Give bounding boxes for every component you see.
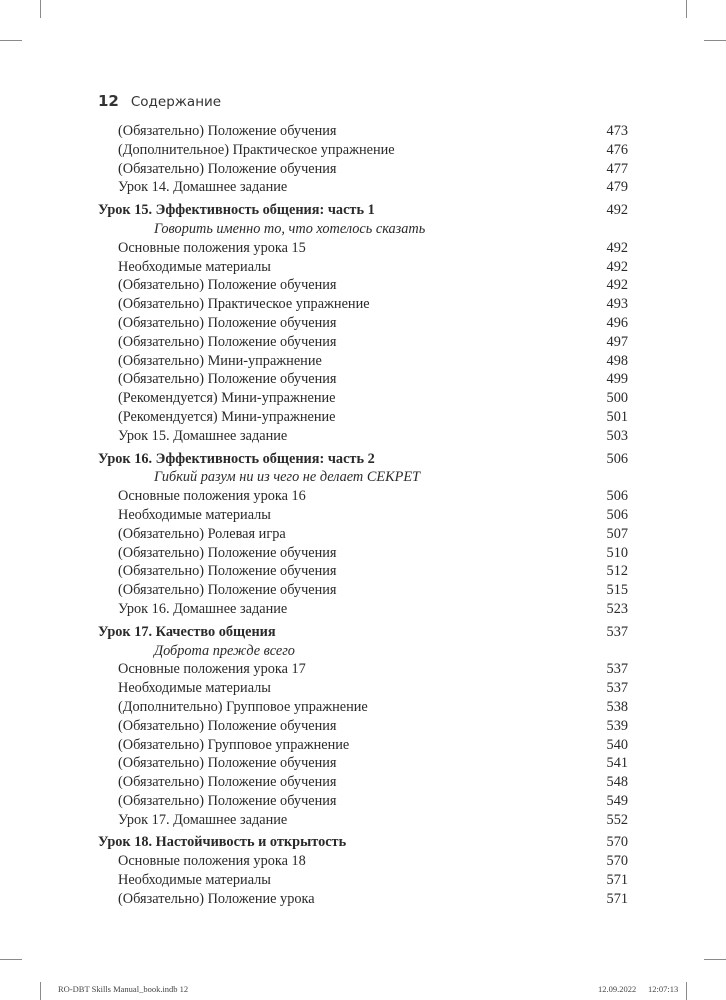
toc-entry-row — [98, 581, 628, 600]
toc-entry-row — [98, 890, 628, 909]
crop-mark — [0, 40, 22, 41]
toc-entry-row — [98, 811, 628, 830]
toc-lesson-subtitle: Гибкий разум ни из чего не делает СЕКРЕТ — [154, 469, 421, 486]
toc-page-number: 552 — [606, 811, 628, 828]
toc-page-number: 570 — [606, 853, 628, 870]
toc-entry-row — [98, 562, 628, 581]
toc-subtitle-row — [98, 642, 628, 661]
toc-entry-title: Урок 17. Домашнее задание — [118, 811, 288, 828]
toc-entry-row — [98, 122, 628, 141]
toc-page-number: 501 — [606, 408, 628, 425]
toc-page-number: 537 — [606, 661, 628, 678]
toc-entry-row — [98, 389, 628, 408]
toc-entry-row — [98, 352, 628, 371]
crop-mark — [704, 40, 726, 41]
crop-mark — [704, 959, 726, 960]
toc-page-number: 477 — [606, 160, 628, 177]
crop-mark — [686, 0, 687, 18]
toc-entry-title: (Обязательно) Положение обучения — [118, 792, 337, 809]
table-of-contents — [98, 122, 628, 909]
toc-entry-title: (Обязательно) Практическое упражнение — [118, 296, 370, 313]
toc-entry-title: (Обязательно) Положение обучения — [118, 123, 337, 139]
toc-entry-title: (Обязательно) Положение обучения — [118, 314, 337, 331]
toc-entry-title: Основные положения урока 18 — [118, 853, 306, 870]
toc-lesson-title: Урок 17. Качество общения — [98, 623, 276, 640]
crop-mark — [0, 959, 22, 960]
toc-entry-title: Основные положения урока 15 — [118, 239, 306, 256]
toc-page-number: 493 — [606, 296, 628, 313]
toc-entry-title: (Обязательно) Положение обучения — [118, 582, 337, 599]
toc-entry-row — [98, 660, 628, 679]
toc-page-number: 492 — [606, 239, 628, 256]
toc-lesson-row — [98, 201, 628, 220]
toc-entry-row — [98, 427, 628, 446]
toc-page-number: 570 — [606, 834, 628, 851]
toc-entry-row — [98, 773, 628, 792]
page-number: 12 — [98, 92, 119, 110]
toc-entry-title: (Обязательно) Положение обучения — [118, 774, 337, 791]
toc-entry-title: (Обязательно) Положение обучения — [118, 544, 337, 561]
toc-entry-title: Урок 16. Домашнее задание — [118, 600, 288, 617]
toc-entry-row — [98, 370, 628, 389]
toc-entry-row — [98, 736, 628, 755]
toc-page-number: 548 — [606, 774, 628, 791]
toc-entry-title: Основные положения урока 16 — [118, 488, 306, 505]
toc-entry-title: (Обязательно) Мини-упражнение — [118, 352, 322, 369]
toc-entry-title: (Обязательно) Положение обучения — [118, 563, 337, 580]
toc-entry-row — [98, 239, 628, 258]
toc-page-number: 473 — [606, 123, 628, 139]
toc-entry-row — [98, 717, 628, 736]
toc-page-number: 499 — [606, 371, 628, 388]
crop-mark — [40, 0, 41, 18]
toc-entry-row — [98, 314, 628, 333]
page-title: Содержание — [130, 94, 222, 110]
toc-entry-row — [98, 600, 628, 619]
toc-entry-row — [98, 160, 628, 179]
toc-entry-row — [98, 487, 628, 506]
toc-entry-row — [98, 295, 628, 314]
toc-entry-row — [98, 525, 628, 544]
toc-entry-title: Урок 15. Домашнее задание — [118, 427, 288, 444]
toc-entry-title: (Рекомендуется) Мини-упражнение — [118, 390, 336, 407]
toc-subtitle-row — [98, 220, 628, 239]
toc-entry-row — [98, 141, 628, 160]
toc-page-number: 492 — [606, 202, 628, 219]
toc-entry-title: Необходимые материалы — [118, 680, 271, 697]
toc-page-number: 503 — [606, 427, 628, 444]
toc-entry-row — [98, 871, 628, 890]
toc-lesson-title: Урок 18. Настойчивость и открытость — [98, 834, 347, 851]
toc-page-number: 492 — [606, 277, 628, 294]
toc-page-number: 537 — [606, 680, 628, 697]
toc-entry-row — [98, 276, 628, 295]
footer-file: RO-DBT Skills Manual_book.indb 12 — [58, 984, 189, 994]
toc-entry-title: (Обязательно) Положение обучения — [118, 277, 337, 294]
toc-entry-row — [98, 408, 628, 427]
toc-page-number: 476 — [606, 141, 628, 158]
toc-page-number: 538 — [606, 698, 628, 715]
toc-page-number: 537 — [606, 623, 628, 640]
toc-page-number: 549 — [606, 792, 628, 809]
toc-page-number: 506 — [606, 488, 628, 505]
toc-entry-title: Необходимые материалы — [118, 506, 271, 523]
toc-lesson-subtitle: Говорить именно то, что хотелось сказать — [154, 220, 426, 237]
toc-page-number: 506 — [606, 506, 628, 523]
toc-page-number: 515 — [606, 582, 628, 599]
toc-entry-title: (Дополнительное) Практическое упражнение — [118, 141, 395, 158]
toc-entry-row — [98, 178, 628, 197]
toc-entry-row — [98, 333, 628, 352]
toc-entry-title: Урок 14. Домашнее задание — [118, 179, 288, 196]
toc-entry-title: Необходимые материалы — [118, 872, 271, 889]
toc-entry-title: Необходимые материалы — [118, 258, 271, 275]
toc-entry-title: Основные положения урока 17 — [118, 661, 306, 678]
toc-entry-title: (Обязательно) Ролевая игра — [118, 525, 286, 542]
toc-page-number: 479 — [606, 179, 628, 196]
toc-entry-title: (Обязательно) Групповое упражнение — [118, 736, 350, 753]
toc-page-number: 571 — [606, 890, 628, 907]
footer-date: 12.09.2022 — [598, 984, 637, 994]
toc-lesson-row — [98, 623, 628, 642]
toc-page-number: 571 — [606, 872, 628, 889]
toc-page-number: 541 — [606, 755, 628, 772]
toc-page-number: 523 — [606, 600, 628, 617]
toc-entry-row — [98, 754, 628, 773]
toc-entry-title: (Обязательно) Положение обучения — [118, 333, 337, 350]
toc-entry-title: (Обязательно) Положение обучения — [118, 755, 337, 772]
toc-lesson-row — [98, 450, 628, 469]
toc-entry-row — [98, 698, 628, 717]
toc-entry-title: (Дополнительно) Групповое упражнение — [118, 698, 368, 715]
toc-lesson-row — [98, 833, 628, 852]
toc-lesson-subtitle: Доброта прежде всего — [154, 642, 295, 659]
toc-entry-row — [98, 258, 628, 277]
crop-mark — [40, 982, 41, 1000]
toc-page-number: 498 — [606, 352, 628, 369]
toc-entry-row — [98, 544, 628, 563]
crop-mark — [686, 982, 687, 1000]
footer-time: 12:07:13 — [648, 984, 679, 994]
toc-page-number: 540 — [606, 736, 628, 753]
toc-entry-title: (Обязательно) Положение обучения — [118, 160, 337, 177]
toc-page-number: 510 — [606, 544, 628, 561]
toc-entry-row — [98, 792, 628, 811]
toc-entry-row — [98, 679, 628, 698]
toc-page-number: 507 — [606, 525, 628, 542]
toc-page-number: 512 — [606, 563, 628, 580]
toc-entry-row — [98, 852, 628, 871]
toc-entry-title: (Обязательно) Положение урока — [118, 890, 315, 907]
running-header — [98, 92, 221, 110]
toc-page-number: 496 — [606, 314, 628, 331]
toc-page-number: 497 — [606, 333, 628, 350]
toc-entry-title: (Обязательно) Положение обучения — [118, 717, 337, 734]
toc-page-number: 492 — [606, 258, 628, 275]
toc-lesson-title: Урок 15. Эффективность общения: часть 1 — [98, 202, 375, 219]
toc-page-number: 506 — [606, 450, 628, 467]
toc-entry-title: (Рекомендуется) Мини-упражнение — [118, 408, 336, 425]
toc-entry-title: (Обязательно) Положение обучения — [118, 371, 337, 388]
toc-page-number: 539 — [606, 717, 628, 734]
toc-subtitle-row — [98, 468, 628, 487]
toc-lesson-title: Урок 16. Эффективность общения: часть 2 — [98, 450, 375, 467]
toc-entry-row — [98, 506, 628, 525]
toc-page-number: 500 — [606, 390, 628, 407]
